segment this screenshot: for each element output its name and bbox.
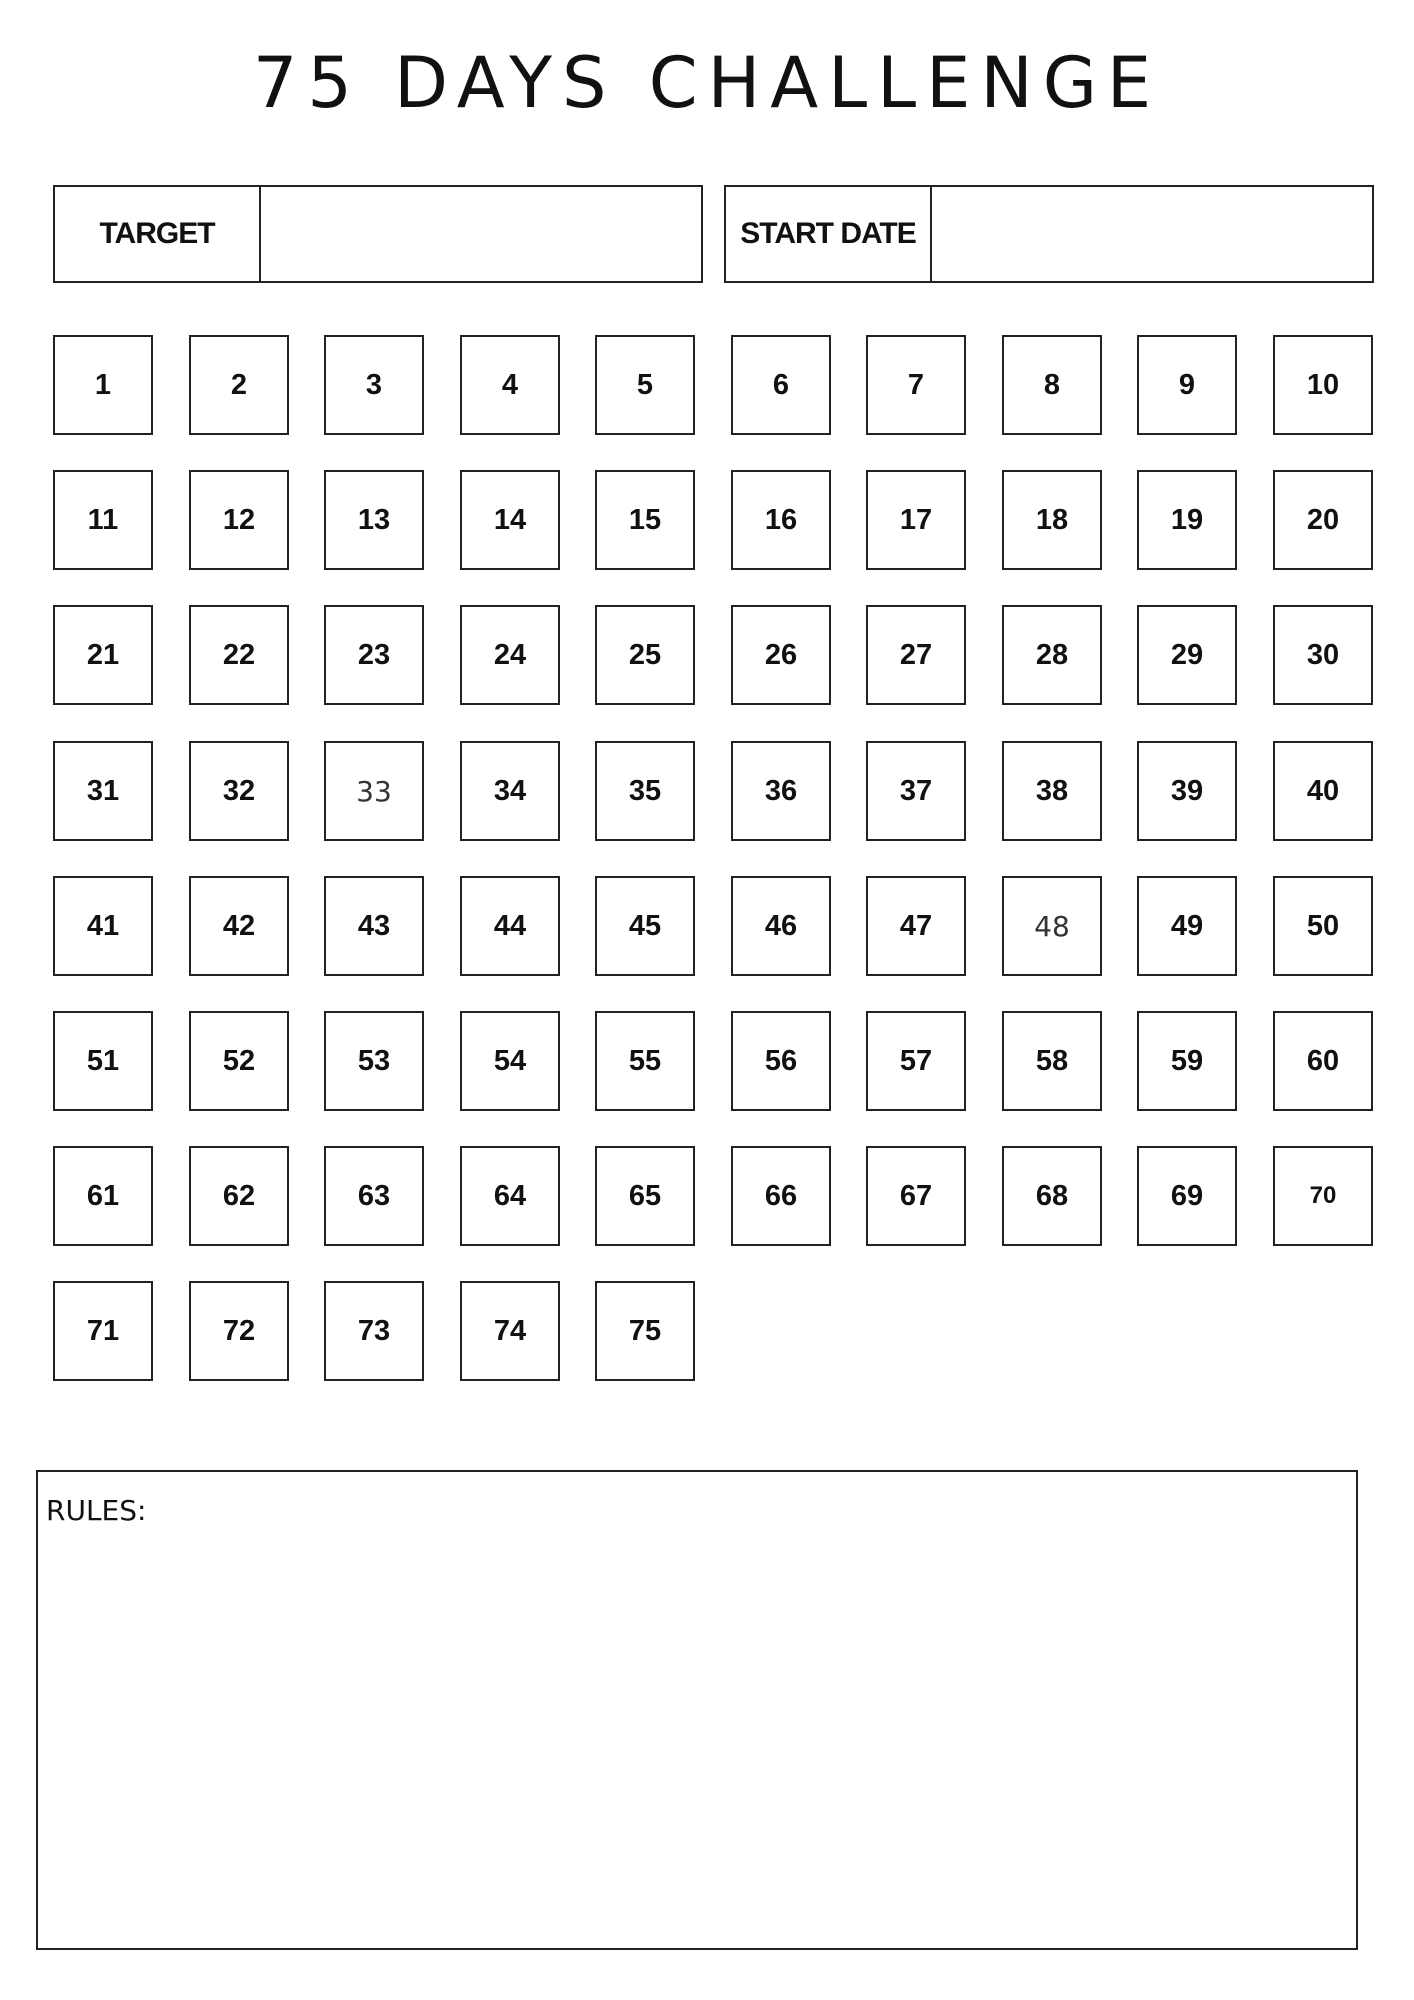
day-box-68[interactable]: 68: [1002, 1146, 1102, 1246]
day-box-30[interactable]: 30: [1273, 605, 1373, 705]
target-input[interactable]: [261, 187, 701, 281]
day-box-63[interactable]: 63: [324, 1146, 424, 1246]
day-box-51[interactable]: 51: [53, 1011, 153, 1111]
day-box-8[interactable]: 8: [1002, 335, 1102, 435]
target-label: TARGET: [55, 187, 261, 281]
day-box-44[interactable]: 44: [460, 876, 560, 976]
day-box-56[interactable]: 56: [731, 1011, 831, 1111]
day-box-61[interactable]: 61: [53, 1146, 153, 1246]
day-box-25[interactable]: 25: [595, 605, 695, 705]
day-box-74[interactable]: 74: [460, 1281, 560, 1381]
day-box-1[interactable]: 1: [53, 335, 153, 435]
day-box-17[interactable]: 17: [866, 470, 966, 570]
day-box-37[interactable]: 37: [866, 741, 966, 841]
day-box-11[interactable]: 11: [53, 470, 153, 570]
day-box-49[interactable]: 49: [1137, 876, 1237, 976]
day-box-64[interactable]: 64: [460, 1146, 560, 1246]
day-box-29[interactable]: 29: [1137, 605, 1237, 705]
day-box-2[interactable]: 2: [189, 335, 289, 435]
start-date-label: START DATE: [726, 187, 932, 281]
day-box-16[interactable]: 16: [731, 470, 831, 570]
target-field: [53, 185, 703, 283]
day-box-46[interactable]: 46: [731, 876, 831, 976]
day-box-43[interactable]: 43: [324, 876, 424, 976]
day-box-67[interactable]: 67: [866, 1146, 966, 1246]
day-box-13[interactable]: 13: [324, 470, 424, 570]
day-box-70[interactable]: 70: [1273, 1146, 1373, 1246]
day-box-62[interactable]: 62: [189, 1146, 289, 1246]
day-grid: [53, 335, 1377, 1387]
day-box-60[interactable]: 60: [1273, 1011, 1373, 1111]
day-box-73[interactable]: 73: [324, 1281, 424, 1381]
start-date-input[interactable]: [932, 187, 1372, 281]
day-box-15[interactable]: 15: [595, 470, 695, 570]
day-box-40[interactable]: 40: [1273, 741, 1373, 841]
day-box-75[interactable]: 75: [595, 1281, 695, 1381]
day-box-50[interactable]: 50: [1273, 876, 1373, 976]
day-box-42[interactable]: 42: [189, 876, 289, 976]
day-box-54[interactable]: 54: [460, 1011, 560, 1111]
day-box-23[interactable]: 23: [324, 605, 424, 705]
day-box-7[interactable]: 7: [866, 335, 966, 435]
day-box-18[interactable]: 18: [1002, 470, 1102, 570]
page-title: 75 DAYS CHALLENGE: [252, 42, 1162, 124]
day-box-3[interactable]: 3: [324, 335, 424, 435]
start-date-field: [724, 185, 1374, 283]
day-box-39[interactable]: 39: [1137, 741, 1237, 841]
day-box-4[interactable]: 4: [460, 335, 560, 435]
day-box-38[interactable]: 38: [1002, 741, 1102, 841]
day-box-48[interactable]: 48: [1002, 876, 1102, 976]
day-box-26[interactable]: 26: [731, 605, 831, 705]
day-box-59[interactable]: 59: [1137, 1011, 1237, 1111]
day-box-53[interactable]: 53: [324, 1011, 424, 1111]
day-box-65[interactable]: 65: [595, 1146, 695, 1246]
day-box-33[interactable]: 33: [324, 741, 424, 841]
day-box-19[interactable]: 19: [1137, 470, 1237, 570]
rules-label: RULES:: [46, 1494, 147, 1527]
day-box-10[interactable]: 10: [1273, 335, 1373, 435]
day-box-22[interactable]: 22: [189, 605, 289, 705]
day-box-36[interactable]: 36: [731, 741, 831, 841]
rules-box[interactable]: [36, 1470, 1358, 1950]
day-box-66[interactable]: 66: [731, 1146, 831, 1246]
day-box-52[interactable]: 52: [189, 1011, 289, 1111]
day-box-32[interactable]: 32: [189, 741, 289, 841]
day-box-55[interactable]: 55: [595, 1011, 695, 1111]
day-box-45[interactable]: 45: [595, 876, 695, 976]
day-box-6[interactable]: 6: [731, 335, 831, 435]
day-box-27[interactable]: 27: [866, 605, 966, 705]
day-box-71[interactable]: 71: [53, 1281, 153, 1381]
day-box-47[interactable]: 47: [866, 876, 966, 976]
day-box-69[interactable]: 69: [1137, 1146, 1237, 1246]
day-box-34[interactable]: 34: [460, 741, 560, 841]
day-box-58[interactable]: 58: [1002, 1011, 1102, 1111]
day-box-20[interactable]: 20: [1273, 470, 1373, 570]
day-box-72[interactable]: 72: [189, 1281, 289, 1381]
day-box-21[interactable]: 21: [53, 605, 153, 705]
day-box-5[interactable]: 5: [595, 335, 695, 435]
day-box-57[interactable]: 57: [866, 1011, 966, 1111]
day-box-24[interactable]: 24: [460, 605, 560, 705]
day-box-14[interactable]: 14: [460, 470, 560, 570]
day-box-28[interactable]: 28: [1002, 605, 1102, 705]
day-box-9[interactable]: 9: [1137, 335, 1237, 435]
day-box-41[interactable]: 41: [53, 876, 153, 976]
day-box-31[interactable]: 31: [53, 741, 153, 841]
day-box-12[interactable]: 12: [189, 470, 289, 570]
day-box-35[interactable]: 35: [595, 741, 695, 841]
